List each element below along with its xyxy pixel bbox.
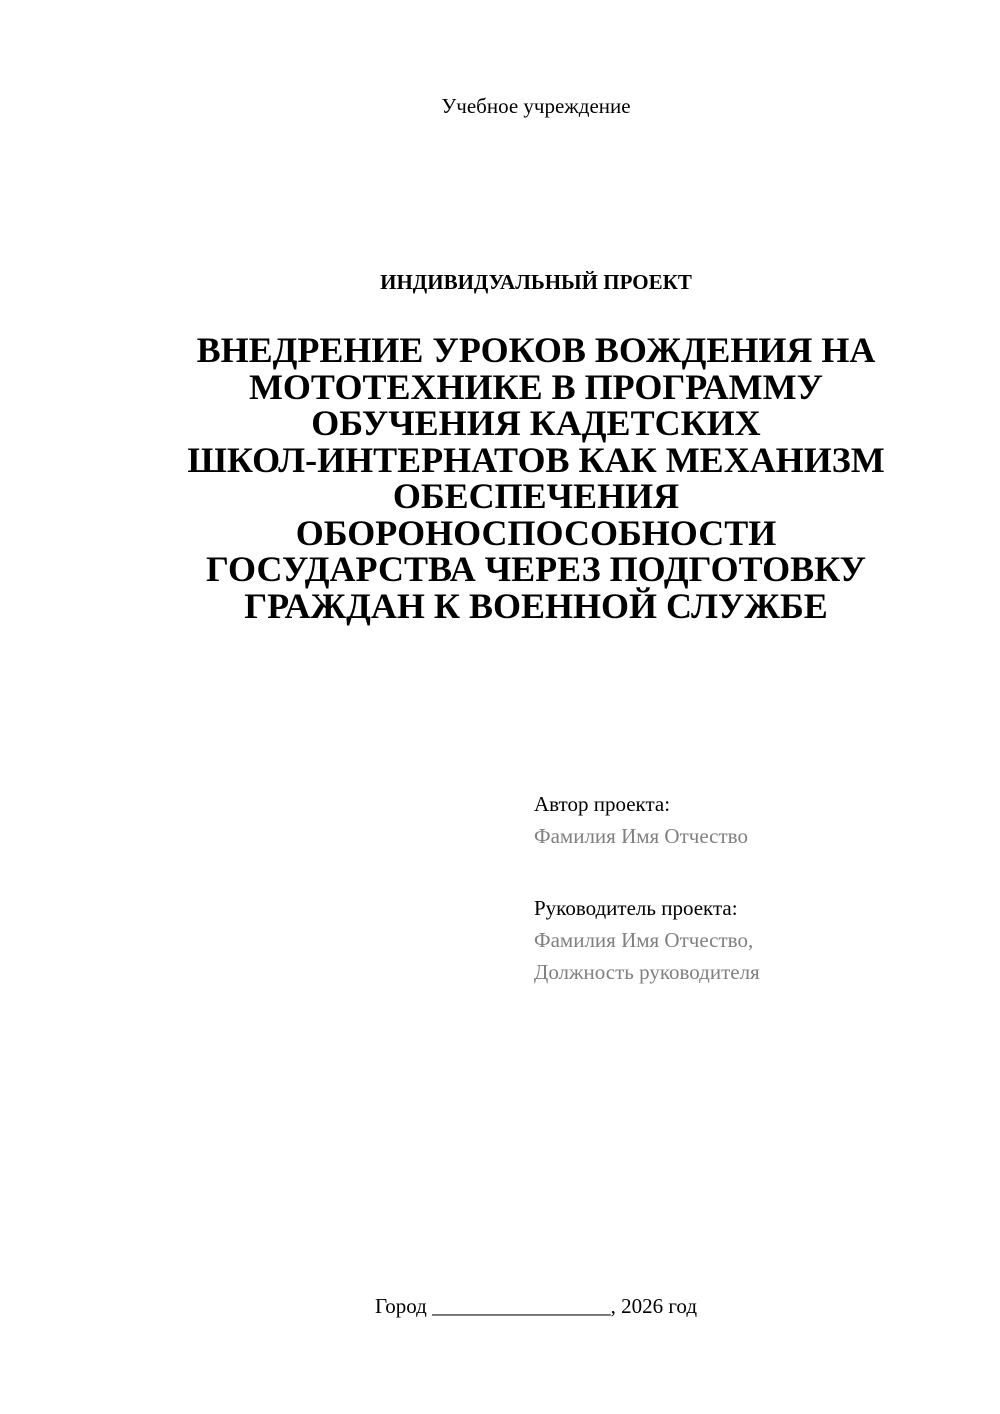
- title-line: ОБУЧЕНИЯ КАДЕТСКИХ: [311, 403, 761, 443]
- title-line: ВНЕДРЕНИЕ УРОКОВ ВОЖДЕНИЯ НА: [196, 330, 876, 370]
- title-line: ОБЕСПЕЧЕНИЯ: [392, 476, 680, 516]
- project-type-heading: ИНДИВИДУАЛЬНЫЙ ПРОЕКТ: [380, 270, 692, 294]
- title-line: ОБОРОНОСПОСОБНОСТИ: [295, 512, 777, 553]
- supervisor-position: Должность руководителя: [534, 960, 760, 984]
- supervisor-name: Фамилия Имя Отчество,: [534, 928, 754, 952]
- author-label: Автор проекта:: [534, 792, 671, 816]
- credits-block: [534, 788, 964, 988]
- institution-name: Учебное учреждение: [441, 94, 631, 118]
- credits-spacer: [534, 852, 964, 892]
- project-title: [120, 332, 952, 624]
- title-line: МОТОТЕХНИКЕ В ПРОГРАММУ: [248, 366, 824, 407]
- title-line: ШКОЛ-ИНТЕРНАТОВ КАК МЕХАНИЗМ: [187, 439, 885, 480]
- author-name: Фамилия Имя Отчество: [534, 824, 748, 848]
- city-year-line: Город _________________, 2026 год: [374, 1294, 698, 1318]
- title-line: ГРАЖДАН К ВОЕННОЙ СЛУЖБЕ: [244, 585, 828, 626]
- supervisor-label: Руководитель проекта:: [534, 896, 738, 920]
- title-line: ГОСУДАРСТВА ЧЕРЕЗ ПОДГОТОВКУ: [206, 549, 866, 589]
